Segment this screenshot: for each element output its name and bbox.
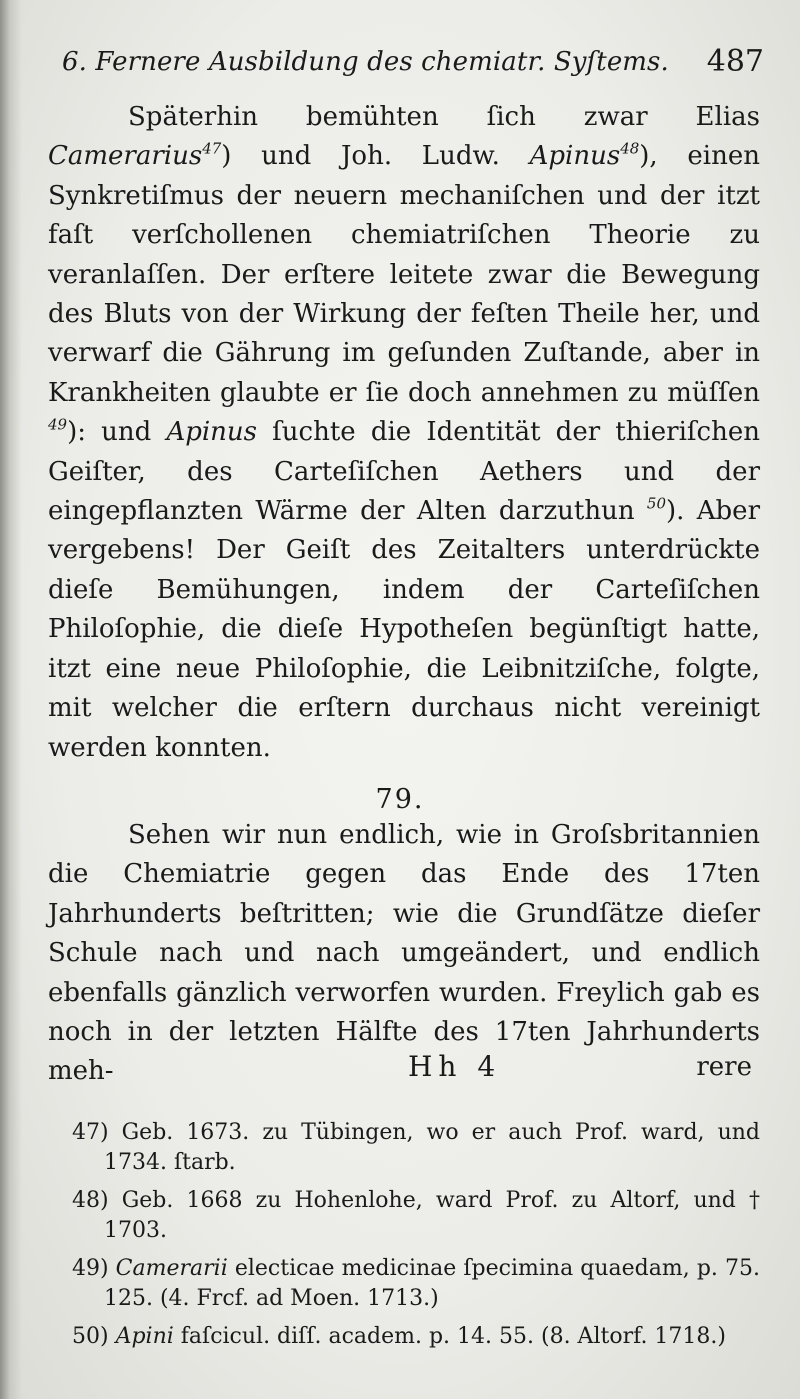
footnote-50-number: 50) <box>72 1324 116 1349</box>
para1-text-2: ) und Joh. Ludw. <box>221 141 530 172</box>
footnotes <box>72 1118 760 1360</box>
para1-text-1: Späterhin bemühten ſich zwar Elias <box>128 102 760 132</box>
footnote-ref-49[interactable]: 49 <box>48 415 68 434</box>
paragraph-2: Sehen wir nun endlich, wie in Groſsbritannien die Chemiatrie gegen das Ende des 17ten Jahrhunderts beſtritten; wie die Grundſätze dieſer Schule nach und nach umgeändert, und endlich ebenfalls gänzlich verworfen wurden. Freylich gab es noch in der letzten Hälfte des 17ten Jahrhunderts meh- <box>48 820 760 1087</box>
footnote-ref-48[interactable]: 48 <box>620 139 640 158</box>
footnote-50-author: Apini <box>115 1324 174 1349</box>
para1-text-4: ): und <box>67 417 167 448</box>
running-head: 6. Fernere Ausbildung des chemiatr. Syſtems. <box>62 47 669 77</box>
para1-text-6: ). Aber vergebens! Der Geiſt des Zeitalters unterdrückte dieſe Bemühungen, indem der Carteſiſchen Philoſophie, die dieſe Hypotheſen begünſtigt hatte, itzt eine neue Philoſophie, die Leibnitziſche, folgte, mit welcher die erſtern durchaus nicht vereinigt werden konnten. <box>48 496 760 763</box>
name-apinus: Apinus <box>529 141 621 172</box>
footnote-49-author: Camerarii <box>115 1256 228 1281</box>
footnote-48: 48) Geb. 1668 zu Hohenlohe, ward Prof. zu Altorf, und † 1703. <box>72 1188 760 1243</box>
section-number: 79. <box>375 784 425 815</box>
footnote-ref-50[interactable]: 50 <box>646 494 667 513</box>
footnote-47: 47) Geb. 1673. zu Tübingen, wo er auch Prof. ward, und 1734. ſtarb. <box>72 1120 760 1175</box>
para1-text-3: ), einen Synkretiſmus der neuern mechaniſchen und der itzt faſt verſchollenen chemiatriſchen Theorie zu veranlaſſen. Der erſtere leitete zwar die Bewegung des Bluts von der Wirkung der feſten Theile her, und verwarf die Gährung im geſunden Zuſtande, aber in Krankheiten glaubte er ſie doch annehmen zu müſſen <box>48 141 760 408</box>
footnote-49 <box>72 1254 760 1314</box>
name-apinus-2: Apinus <box>166 417 258 448</box>
footnote-49-text: electicae medicinae ſpecimina quaedam, p. 75. 125. (4. Frcf. ad Moen. 1713.) <box>104 1256 760 1311</box>
page-spine-shadow <box>0 0 22 1399</box>
printer-signature: Hh 4 <box>408 1050 502 1083</box>
page-number: 487 <box>706 44 764 79</box>
catchword: rere <box>696 1052 752 1082</box>
para1-text-5: ſuchte die Identität der thieriſchen Geiſter, des Carteſiſchen Aethers und der eingepflanzten Wärme der Alten darzuthun <box>48 417 760 527</box>
page-header <box>62 40 764 84</box>
footnote-49-number: 49) <box>72 1256 116 1281</box>
footnote-ref-47[interactable]: 47 <box>202 139 222 158</box>
paragraph-1 <box>48 98 760 768</box>
name-camerarius: Camerarius <box>48 141 203 172</box>
footnote-50 <box>72 1322 760 1352</box>
footnote-50-text: faſcicul. diſſ. academ. p. 14. 55. (8. Altorf. 1718.) <box>173 1324 726 1349</box>
